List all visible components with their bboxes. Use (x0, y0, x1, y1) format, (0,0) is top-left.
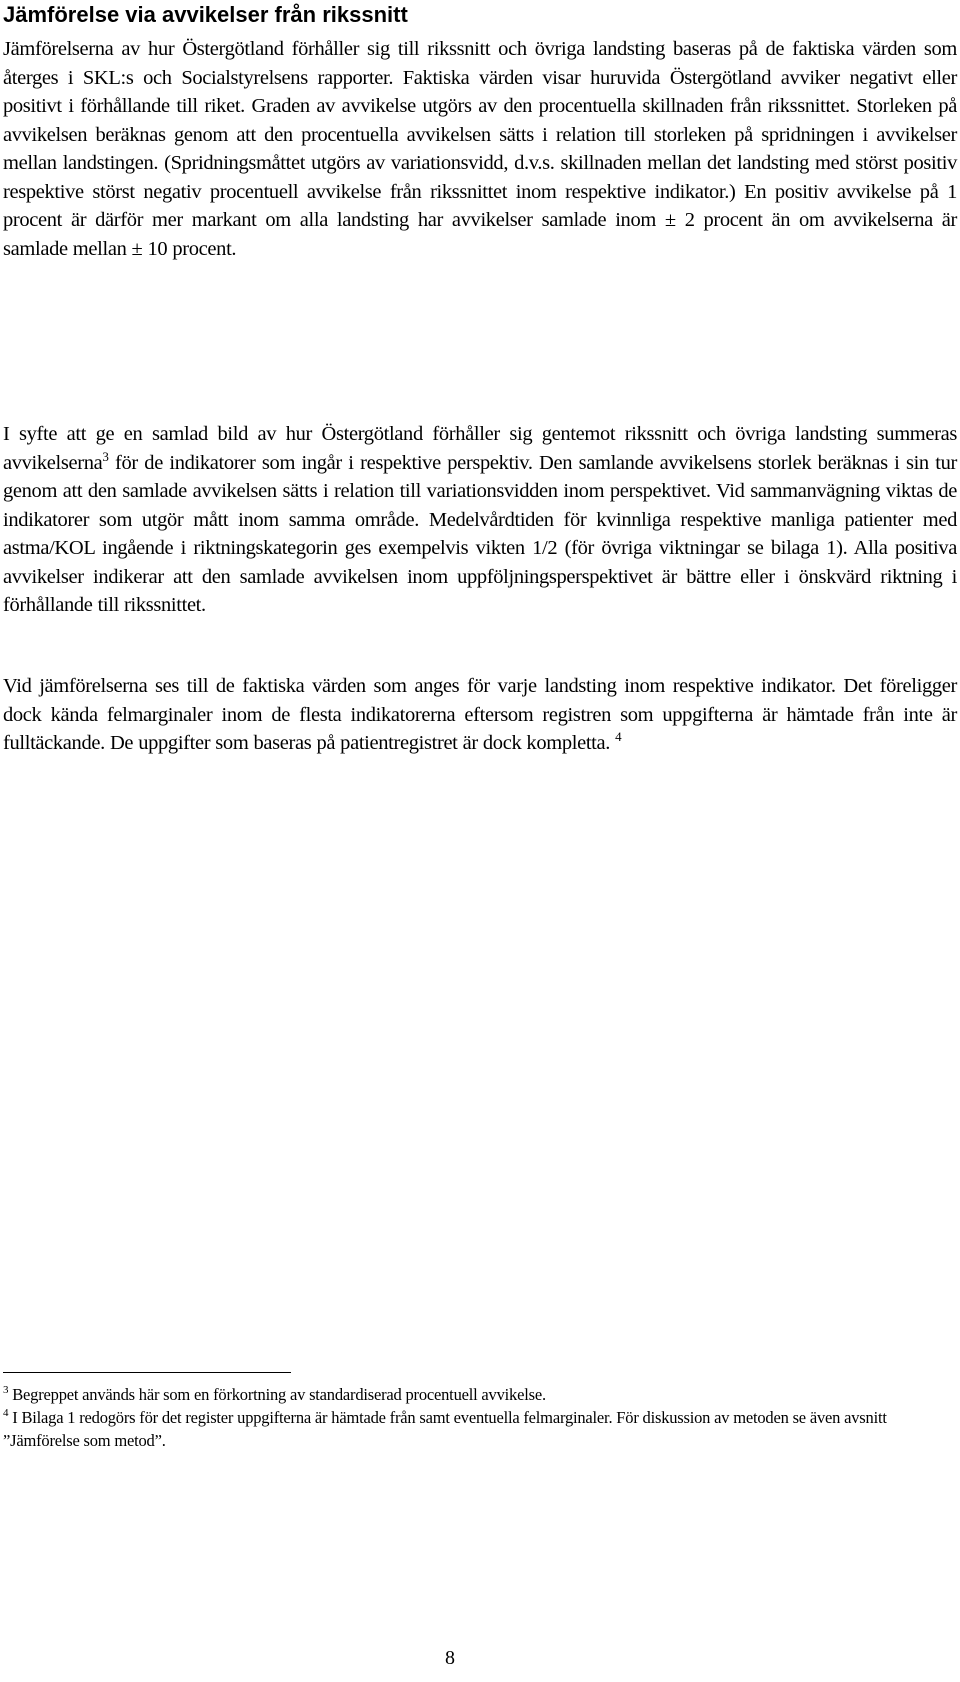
footnote-text: I Bilaga 1 redogörs för det register uppgifterna är hämtade från samt eventuella felmarginaler. För diskussion av metoden se även avsnitt ”Jämförelse som metod”. (3, 1408, 887, 1450)
paragraph-text: för de indikatorer som ingår i respektive perspektiv. Den samlande avvikelsens storlek beräknas i sin tur genom att den samlade avvikelsen sätts i relation till variationsvidden inom perspektivet. Vid sammanvägning viktas de indikatorer som utgör mått inom samma område. Medelvårdtiden för kvinnliga respektive manliga patienter med astma/KOL ingående i riktningskategorin ges exempelvis vikten 1/2 (för övriga viktningar se bilaga 1). Alla positiva avvikelser indikerar att den samlade avvikelsen inom uppföljningsperspektivet är bättre eller i önskvärd riktning i förhållande till rikssnittet. (3, 451, 957, 616)
footnote-reference[interactable]: 4 (615, 729, 622, 744)
footnote-text: Begreppet används här som en förkortning av standardiserad procentuell avvikelse. (12, 1385, 546, 1404)
footnote-separator (3, 1372, 291, 1373)
paragraph-comparison-method: Jämförelserna av hur Östergötland förhåller sig till rikssnitt och övriga landsting baseras på de faktiska värden som återges i SKL:s och Socialstyrelsens rapporter. Faktiska värden visar huruvida Östergötland avviker negativt eller positivt i förhållande till riket. Graden av avvikelse utgörs av den procentuella skillnaden från rikssnittet. Storleken på avvikelsen beräknas genom att den procentuella avvikelsen sätts i relation till storleken på spridningen i avvikelser mellan landstingen. (Spridningsmåttet utgörs av variationsvidd, d.v.s. skillnaden mellan det landsting med störst positiv respektive störst negativ procentuell avvikelse från rikssnittet inom respektive indikator.) En positiv avvikelse på 1 procent är därför mer markant om alla landsting har avvikelser samlade inom ± 2 procent än om avvikelserna är samlade mellan ± 10 procent. (3, 38, 957, 260)
footnote-item (3, 1406, 943, 1452)
paragraph-summed-deviation (3, 420, 957, 620)
footnote-item (3, 1383, 943, 1406)
paragraph-error-margins (3, 672, 957, 758)
footnotes (3, 1383, 943, 1452)
paragraph-text: I syfte att ge en samlad bild av hur Östergötland förhåller sig gentemot rikssnitt och övriga landsting summeras avvikelserna (3, 423, 957, 474)
footnote-number: 4 (3, 1407, 9, 1419)
paragraph-text: Vid jämförelserna ses till de faktiska värden som anges för varje landsting inom respektive indikator. Det föreligger dock kända felmarginaler inom de flesta indikatorerna eftersom registren som uppgifterna är hämtade från inte är fulltäckande. De uppgifter som baseras på patientregistret är dock kompletta. (3, 675, 957, 754)
footnote-reference[interactable]: 3 (102, 448, 109, 464)
section-heading: Jämförelse via avvikelser från rikssnitt (3, 2, 408, 27)
page-number: 8 (445, 1647, 455, 1669)
footnote-number: 3 (3, 1384, 9, 1396)
